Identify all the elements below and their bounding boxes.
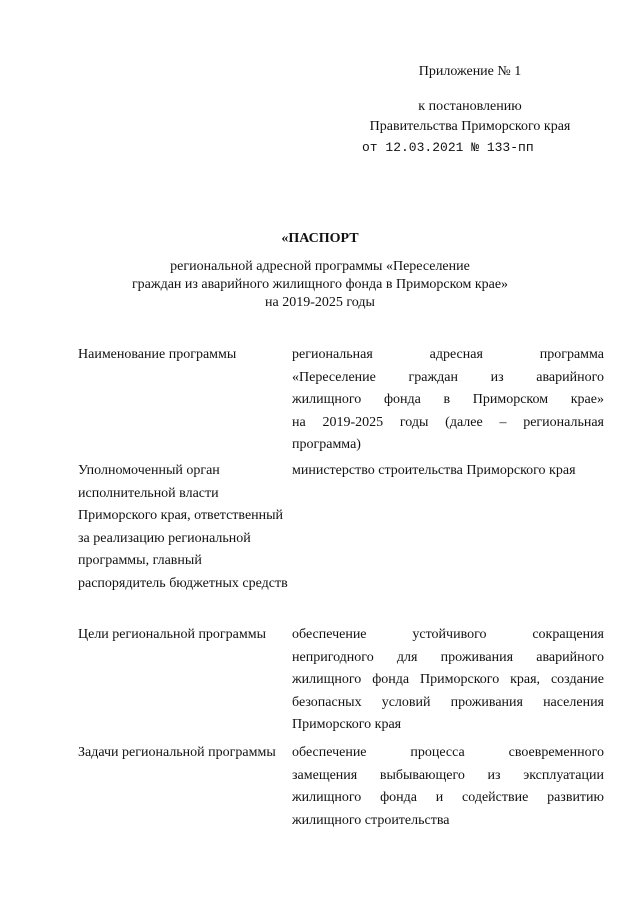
- row-label-line: программы: [208, 745, 276, 760]
- row-label: [78, 344, 288, 367]
- row-label-line: Наименование программы: [78, 347, 237, 362]
- row-value-line: «Переселение граждан из аварийного: [292, 369, 604, 385]
- row-label-line: исполнительной власти: [78, 485, 219, 501]
- row-value-line: министерство строительства Приморского края: [292, 463, 576, 478]
- row-label-line: ответственный за реализацию: [78, 508, 284, 546]
- passport-row-authority: [78, 460, 604, 610]
- passport-row-goals: [78, 624, 604, 734]
- row-value-line: замещения выбывающего из эксплуатации: [292, 767, 604, 783]
- row-label-line: региональной программы,: [78, 530, 251, 568]
- row-label-line: главный распорядитель: [78, 553, 202, 591]
- row-value-line: непригодного для проживания аварийного: [292, 649, 604, 665]
- row-value: [292, 624, 604, 737]
- row-value-line: обеспечение процесса своевременного: [292, 745, 604, 760]
- row-label-line: Цели региональной: [78, 627, 195, 642]
- row-label: [78, 624, 288, 647]
- program-title: [100, 258, 540, 312]
- row-value-line: жилищного строительства: [292, 812, 450, 828]
- to-decree-line: к постановлению: [418, 99, 522, 114]
- passport-row-tasks: [78, 742, 604, 832]
- row-value-line: Приморского края: [292, 717, 402, 732]
- row-value-line: обеспечение устойчивого сокращения: [292, 627, 604, 642]
- passport-title: «ПАСПОРТ: [281, 231, 359, 246]
- row-label-line: программы: [198, 627, 267, 642]
- row-label-line: Уполномоченный орган: [78, 463, 220, 478]
- row-value: [292, 460, 604, 483]
- row-label-line: Приморского края,: [78, 508, 191, 523]
- program-title-line: на 2019-2025 годы: [265, 295, 375, 310]
- program-title-line: региональной адресной программы «Переселение: [170, 259, 470, 274]
- row-label-line: бюджетных средств: [169, 575, 288, 591]
- row-value-line: программа): [292, 437, 361, 452]
- row-value-line: региональная адресная программа: [292, 347, 604, 362]
- government-line: Правительства Приморского края: [369, 119, 571, 134]
- row-label-line: Задачи региональной: [78, 745, 205, 760]
- program-title-line: граждан из аварийного жилищного фонда в Приморском крае»: [131, 277, 509, 292]
- passport-row-program-name: [78, 344, 604, 454]
- row-value: [292, 344, 604, 457]
- row-value-line: жилищного фонда Приморского края, создание: [292, 672, 604, 687]
- row-value-line: жилищного фонда и содействие развитию: [292, 790, 604, 805]
- row-value: [292, 742, 604, 832]
- row-label: [78, 742, 288, 765]
- row-label: [78, 460, 288, 595]
- appendix-number: Приложение № 1: [418, 64, 522, 79]
- row-value-line: на 2019-2025 годы (далее – региональная: [292, 414, 604, 430]
- row-value-line: безопасных условий проживания населения: [292, 694, 604, 710]
- row-value-line: жилищного фонда в Приморском крае»: [292, 392, 604, 407]
- decree-reference: от 12.03.2021 № 133-пп: [362, 140, 534, 155]
